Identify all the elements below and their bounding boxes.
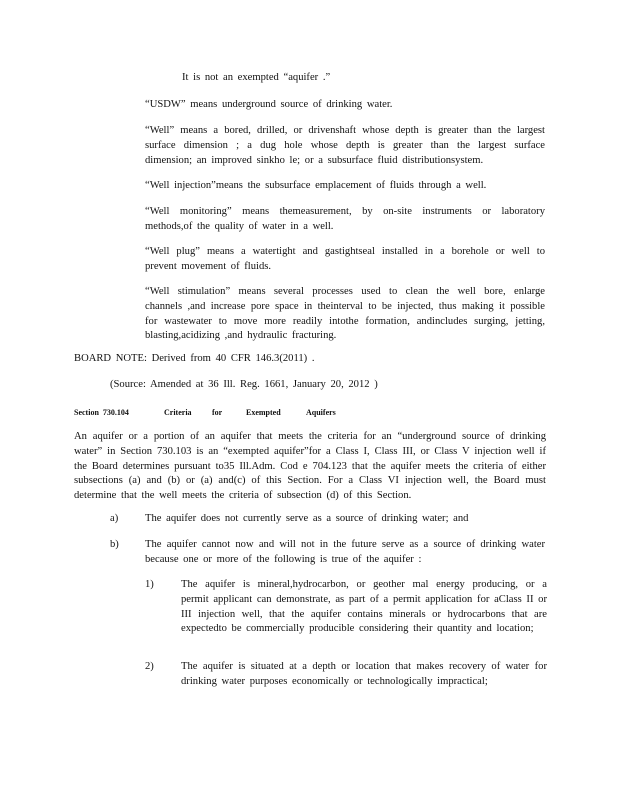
subitem-text-1: The aquifer is mineral,hydrocarbon, or geother mal energy producing, or a permit applicant can demonstrate, as part of a permit application for aClass II or III injection well, that the aquifer contains minerals or hydrocarbons that are expectedto be commercially producible considering their quantity and location;	[181, 579, 547, 635]
definition-well-monitoring: “Well monitoring” means themeasurement, by on-site instruments or laboratory methods,of the quality of water in a well.	[145, 206, 545, 232]
item-label-b: b)	[110, 539, 119, 550]
section-number: Section 730.104	[74, 408, 129, 417]
section-intro-paragraph: An aquifer or a portion of an aquifer that meets the criteria for an “underground source of drinking water” in Section 730.103 is an “exempted aquifer”for a Class I, Class III, or Class V injection well if the Board determines pursuant to35 Ill.Adm. Cod e 704.123 that the aquifer meets the criteria of either subsections (a) and (b) or (a) and(c) of this Section. For a Class VI injection well, the Board must determine that the well meets the criteria of subsection (d) of this Section.	[74, 431, 546, 502]
item-text-b: The aquifer cannot now and will not in the future serve as a source of drinking water because one or more of the following is true of the aquifer :	[145, 539, 545, 565]
source-note: (Source: Amended at 36 Ill. Reg. 1661, January 20, 2012 )	[110, 379, 378, 390]
continuation-line: It is not an exempted “aquifer .”	[182, 72, 331, 83]
item-label-a: a)	[110, 513, 119, 524]
section-title-word: Aquifers	[306, 408, 336, 417]
section-heading	[74, 406, 336, 421]
definition-usdw: “USDW” means underground source of drinking water.	[145, 99, 393, 110]
definition-well-injection: “Well injection”means the subsurface emplacement of fluids through a well.	[145, 180, 487, 191]
item-text-a: The aquifer does not currently serve as a source of drinking water; and	[145, 513, 469, 524]
definition-well-stimulation: “Well stimulation” means several processes used to clean the well bore, enlarge channels ,and increase pore space in theinterval to be injected, thus making it possible for wastewater to move more readily intothe formation, andincludes surging, jetting, blasting,acidizing ,and hydraulic fracturing.	[145, 286, 545, 342]
section-title-word: Exempted	[246, 408, 281, 417]
definition-well: “Well” means a bored, drilled, or drivenshaft whose depth is greater than the largest surface dimension ; a dug hole whose depth is greater than the largest surface dimension; an improved sinkho le; or a subsurface fluid distributionsystem.	[145, 125, 545, 166]
subitem-label-1: 1)	[145, 579, 154, 590]
board-note: BOARD NOTE: Derived from 40 CFR 146.3(2011) .	[74, 353, 315, 364]
section-title-word: Criteria	[164, 408, 192, 417]
section-title-word: for	[212, 408, 223, 417]
subitem-text-2: The aquifer is situated at a depth or location that makes recovery of water for drinking water purposes economically or technologically impractical;	[181, 661, 547, 687]
subitem-label-2: 2)	[145, 661, 154, 672]
definition-well-plug: “Well plug” means a watertight and gastightseal installed in a borehole or well to prevent movement of fluids.	[145, 246, 545, 272]
